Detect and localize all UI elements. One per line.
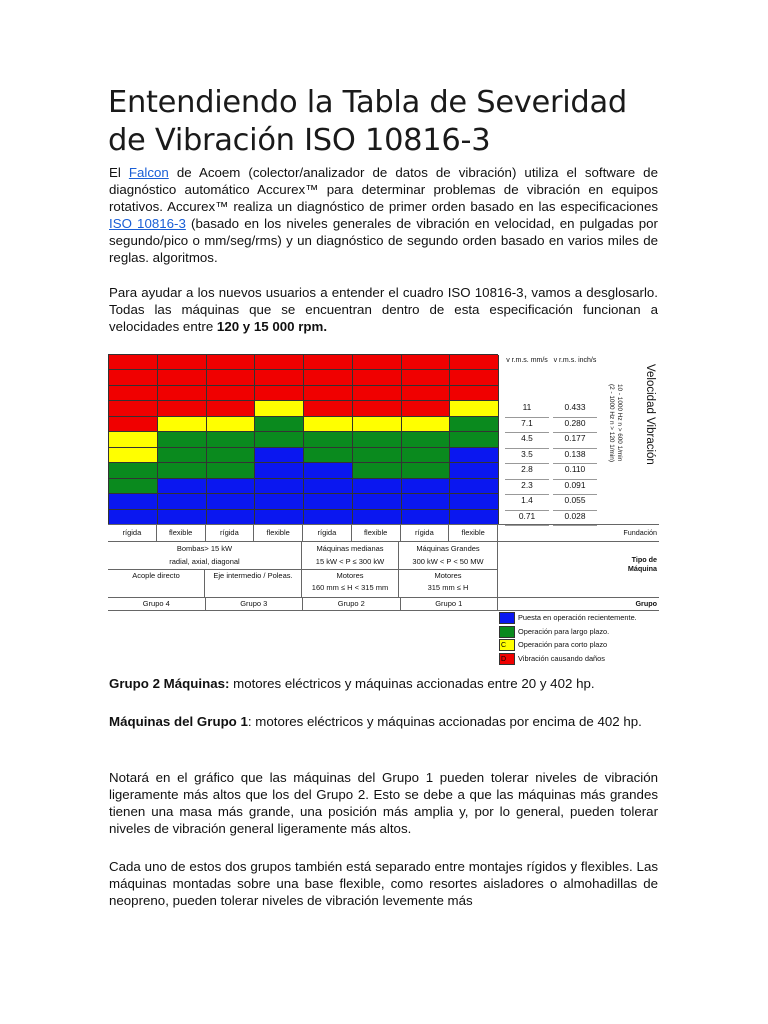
legend-swatch [499, 612, 515, 624]
grandes-line-1: Máquinas Grandes [416, 544, 480, 553]
inch-value: 0.055 [553, 494, 597, 510]
grupo-label: Grupo [635, 599, 657, 608]
severity-cell [207, 355, 256, 370]
severity-cell [402, 494, 451, 509]
severity-cell [450, 401, 499, 416]
severity-cell [304, 417, 353, 432]
p1-text-2: de Acoem (colector/analizador de datos de vibración) utiliza el software de diagnóstico automático Accurex™ para determinar problemas de vibración en equipos rotativos. Accurex™ realiza un diagnóstico de primer orden basado en las especificaciones [109, 165, 658, 214]
severity-cell [353, 463, 402, 478]
freq-line-1: 10 - 1000 Hz n > 600 1/min [616, 384, 623, 462]
explanation-paragraph [109, 285, 658, 336]
severity-cell [255, 417, 304, 432]
severity-cell [207, 510, 256, 525]
motores-2-line-2: 315 mm ≤ H [427, 583, 469, 592]
foundation-cell: rígida [401, 524, 450, 541]
inch-value: 0.091 [553, 479, 597, 495]
severity-cell [109, 463, 158, 478]
inch-value: 0.110 [553, 463, 597, 479]
severity-cell [353, 401, 402, 416]
mm-value: 1.4 [505, 494, 549, 510]
severity-cell [402, 510, 451, 525]
severity-cell [158, 386, 207, 401]
foundation-label: Fundación [623, 528, 657, 537]
severity-cell [353, 417, 402, 432]
foundation-cell: rígida [206, 524, 255, 541]
severity-cell [158, 448, 207, 463]
severity-cell [255, 463, 304, 478]
inch-header: v r.m.s. inch/s [553, 357, 597, 364]
severity-cell [402, 432, 451, 447]
severity-cell [402, 448, 451, 463]
severity-cell [353, 432, 402, 447]
legend-swatch: D [499, 653, 515, 665]
severity-cell [207, 386, 256, 401]
severity-cell [255, 432, 304, 447]
severity-cell [255, 370, 304, 385]
severity-cell [402, 463, 451, 478]
legend-label: Puesta en operación recientemente. [518, 613, 637, 622]
iso-10816-3-link[interactable]: ISO 10816-3 [109, 215, 186, 231]
foundation-cell: rígida [303, 524, 352, 541]
bombas-line-2: radial, axial, diagonal [169, 557, 240, 566]
tolerance-paragraph: Notará en el gráfico que las máquinas del Grupo 1 pueden tolerar niveles de vibración ligeramente más altos que los del Grupo 2. Esto se debe a que las máquinas más grandes tienen una masa más grande, una posición más amplia y, por lo general, pueden tolerar niveles de vibración general ligeramente más altos. [109, 770, 658, 836]
severity-cell [353, 355, 402, 370]
group-cell: Grupo 2 [303, 597, 401, 610]
severity-cell [450, 463, 499, 478]
legend-swatch: C [499, 639, 515, 651]
severity-cell [207, 494, 256, 509]
inch-value: 0.138 [553, 448, 597, 464]
severity-cell [207, 417, 256, 432]
severity-cell [255, 510, 304, 525]
severity-cell [109, 510, 158, 525]
p3-text: motores eléctricos y máquinas accionadas entre 20 y 402 hp. [229, 676, 595, 691]
foundation-row [108, 524, 498, 541]
tipo-label: Tipo de Máquina [627, 555, 657, 573]
velocity-title: Velocidad Vibración [644, 364, 656, 465]
p2-text: Para ayudar a los nuevos usuarios a entender el cuadro ISO 10816-3, vamos a desglosarlo. Todas las máquinas que se encuentran dentro de esta especificación funcionan a velocidades entre [109, 285, 658, 334]
falcon-link[interactable]: Falcon [128, 165, 169, 180]
severity-cell [450, 386, 499, 401]
severity-cell [450, 417, 499, 432]
p1-text-3: (basado en los niveles generales de vibración en velocidad, en pulgadas por segundo/pico o mm/seg/rms) y un diagnóstico de segundo orden basado en varios miles de reglas. algoritmos. [109, 215, 658, 265]
severity-cell [402, 370, 451, 385]
severity-cell [158, 510, 207, 525]
p2-bold: 120 y 15 000 rpm. [216, 318, 328, 334]
severity-cell [304, 479, 353, 494]
severity-cell [158, 479, 207, 494]
foundation-cell: flexible [352, 524, 401, 541]
motores-2-line-1: Motores [434, 571, 462, 580]
severity-cell [450, 448, 499, 463]
severity-cell [109, 494, 158, 509]
page-title: Entendiendo la Tabla de Severidad de Vibración ISO 10816-3 [108, 85, 627, 158]
severity-cell [304, 463, 353, 478]
severity-cell [158, 463, 207, 478]
severity-cell [109, 479, 158, 494]
severity-cell [402, 355, 451, 370]
severity-cell [402, 401, 451, 416]
severity-cell [304, 355, 353, 370]
inch-value: 0.177 [553, 432, 597, 448]
p4-text: : motores eléctricos y máquinas accionadas por encima de 402 hp. [247, 714, 642, 729]
severity-cell [158, 370, 207, 385]
severity-cell [402, 479, 451, 494]
severity-cell [158, 417, 207, 432]
freq-range [607, 384, 623, 462]
group-row [108, 597, 498, 610]
severity-cell [402, 417, 451, 432]
group-cell: Grupo 3 [206, 597, 304, 610]
mm-value: 3.5 [505, 448, 549, 464]
freq-line-2: (2 - 1000 Hz n > 120 1/min) [608, 384, 615, 462]
legend-label: Operación para largo plazo. [518, 626, 610, 636]
group-2-paragraph [109, 676, 658, 693]
severity-cell [450, 432, 499, 447]
severity-cell [353, 370, 402, 385]
severity-cell [255, 386, 304, 401]
grandes-line-2: 300 kW < P < 50 MW [412, 557, 484, 566]
severity-cell [109, 417, 158, 432]
severity-cell [109, 432, 158, 447]
legend-label: Operación para corto plazo [518, 640, 608, 649]
mm-value: 11 [505, 401, 549, 417]
p4-bold: Máquinas del Grupo 1 [109, 714, 248, 729]
severity-cell [207, 370, 256, 385]
mm-value: 4.5 [505, 432, 549, 448]
mounting-paragraph: Cada uno de estos dos grupos también está separado entre montajes rígidos y flexibles. Las máquinas montadas sobre una base flexible, como resortes aisladores o almohadillas de neopreno, pueden tolerar niveles de vibración levemente más [109, 859, 658, 908]
severity-cell [255, 479, 304, 494]
motores-1-line-2: 160 mm ≤ H < 315 mm [311, 583, 389, 592]
severity-cell [304, 386, 353, 401]
severity-cell [353, 510, 402, 525]
machine-type-row [108, 541, 498, 569]
severity-cell [304, 448, 353, 463]
iso-severity-chart [108, 354, 659, 672]
legend-label: Vibración causando daños [518, 653, 605, 663]
mm-value: 2.8 [505, 463, 549, 479]
severity-cell [158, 432, 207, 447]
motores-1-line-1: Motores [336, 571, 364, 580]
severity-cell [450, 355, 499, 370]
severity-cell [353, 479, 402, 494]
p1-text-1: El [109, 165, 129, 180]
medianas-line-1: Máquinas medianas [316, 544, 384, 553]
foundation-cell: flexible [157, 524, 206, 541]
severity-cell [158, 355, 207, 370]
severity-cell [450, 494, 499, 509]
severity-cell [353, 448, 402, 463]
severity-cell [158, 494, 207, 509]
severity-cell [402, 386, 451, 401]
severity-cell [450, 479, 499, 494]
p3-bold: Grupo 2 Máquinas: [109, 676, 230, 691]
severity-cell [255, 494, 304, 509]
bombas-line-1: Bombas> 15 kW [176, 544, 233, 553]
severity-cell [207, 448, 256, 463]
severity-cell [353, 386, 402, 401]
group-cell: Grupo 4 [108, 597, 206, 610]
inch-value: 0.433 [553, 401, 597, 417]
eje-cell: Eje intermedio / Poleas. [205, 569, 302, 597]
severity-grid [108, 354, 498, 524]
severity-cell [207, 479, 256, 494]
severity-cell [109, 370, 158, 385]
severity-cell [109, 401, 158, 416]
mm-value: 0.71 [505, 510, 549, 526]
foundation-cell: flexible [254, 524, 303, 541]
severity-cell [109, 386, 158, 401]
severity-cell [353, 494, 402, 509]
severity-cell [255, 355, 304, 370]
severity-cell [255, 401, 304, 416]
mm-value: 2.3 [505, 479, 549, 495]
severity-cell [304, 494, 353, 509]
inch-value: 0.280 [553, 417, 597, 433]
severity-cell [304, 370, 353, 385]
medianas-line-2: 15 kW < P ≤ 300 kW [315, 557, 385, 566]
group-1-paragraph [109, 714, 658, 731]
severity-cell [207, 401, 256, 416]
severity-cell [255, 448, 304, 463]
severity-cell [109, 355, 158, 370]
severity-cell [304, 510, 353, 525]
mm-value: 7.1 [505, 417, 549, 433]
severity-cell [158, 401, 207, 416]
severity-cell [450, 510, 499, 525]
mm-header: v r.m.s. mm/s [506, 357, 548, 364]
severity-cell [109, 448, 158, 463]
legend-swatch [499, 626, 515, 638]
severity-cell [304, 432, 353, 447]
inch-value: 0.028 [553, 510, 597, 526]
severity-cell [207, 432, 256, 447]
group-cell: Grupo 1 [401, 597, 499, 610]
motor-row [108, 569, 498, 597]
severity-cell [207, 463, 256, 478]
intro-paragraph [109, 165, 658, 266]
foundation-cell: flexible [449, 524, 498, 541]
acople-cell: Acople directo [108, 569, 205, 597]
foundation-cell: rígida [108, 524, 157, 541]
severity-cell [450, 370, 499, 385]
severity-cell [304, 401, 353, 416]
